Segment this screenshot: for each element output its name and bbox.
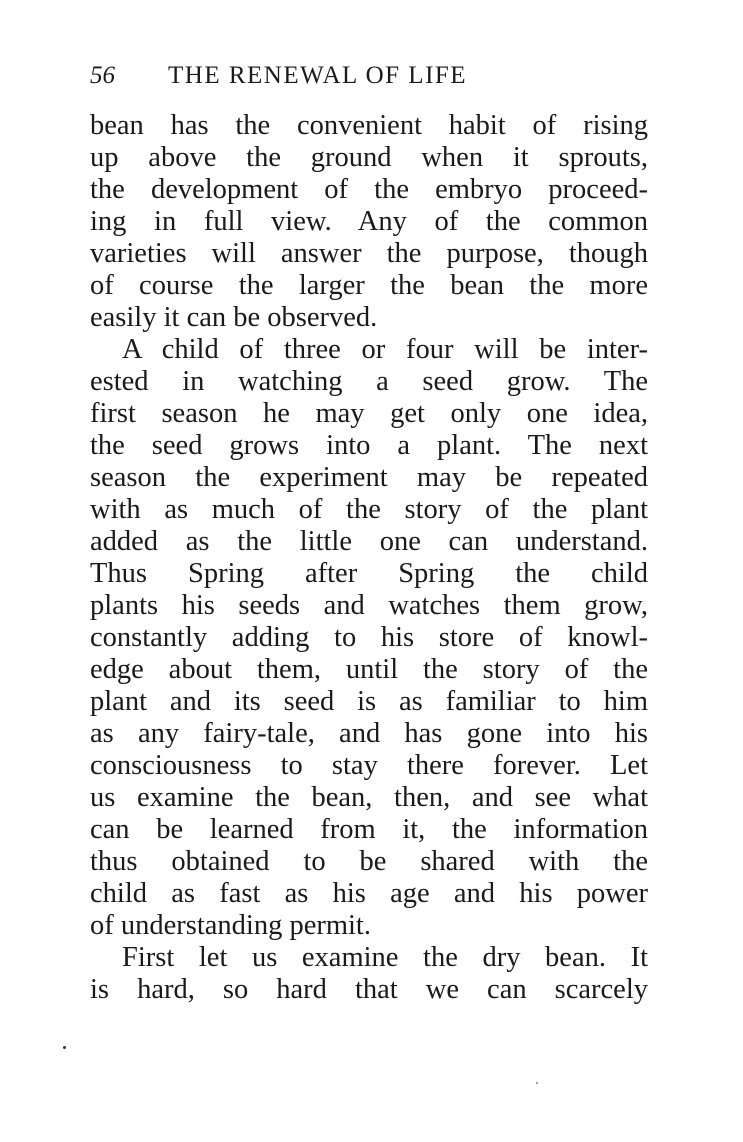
text-line: edge about them, until the story of the	[90, 654, 648, 685]
text-line: plant and its seed is as familiar to him	[90, 686, 648, 717]
text-line: constantly adding to his store of knowl-	[90, 622, 648, 653]
text-line: consciousness to stay there forever. Let	[90, 750, 648, 781]
text-line: is hard, so hard that we can scarcely	[90, 974, 648, 1005]
text-line: child as fast as his age and his power	[90, 878, 648, 909]
paragraph-end-line: easily it can be observed.	[90, 302, 378, 333]
running-title: THE RENEWAL OF LIFE	[168, 62, 468, 89]
text-line: ested in watching a seed grow. The	[90, 366, 648, 397]
running-head	[90, 58, 650, 94]
paragraph-first-line: A child of three or four will be inter-	[122, 334, 648, 365]
text-line: of course the larger the bean the more	[90, 270, 648, 301]
text-line: first season he may get only one idea,	[90, 398, 648, 429]
paragraph-first-line: First let us examine the dry bean. It	[122, 942, 648, 973]
text-line: added as the little one can understand.	[90, 526, 648, 557]
text-line: ing in full view. Any of the common	[90, 206, 648, 237]
text-line: the development of the embryo proceed-	[90, 174, 648, 205]
text-line: as any fairy-tale, and has gone into his	[90, 718, 648, 749]
text-line: with as much of the story of the plant	[90, 494, 648, 525]
page-number: 56	[90, 62, 115, 89]
text-line: thus obtained to be shared with the	[90, 846, 648, 877]
scan-speck	[63, 1046, 66, 1049]
text-line: the seed grows into a plant. The next	[90, 430, 648, 461]
text-line: Thus Spring after Spring the child	[90, 558, 648, 589]
text-line: us examine the bean, then, and see what	[90, 782, 648, 813]
text-line: bean has the convenient habit of rising	[90, 110, 648, 141]
text-line: varieties will answer the purpose, though	[90, 238, 648, 269]
text-line: can be learned from it, the information	[90, 814, 648, 845]
paragraph-end-line: of understanding permit.	[90, 910, 371, 941]
text-line: plants his seeds and watches them grow,	[90, 590, 648, 621]
text-line: up above the ground when it sprouts,	[90, 142, 648, 173]
text-line: season the experiment may be repeated	[90, 462, 648, 493]
scan-speck	[536, 1082, 538, 1084]
